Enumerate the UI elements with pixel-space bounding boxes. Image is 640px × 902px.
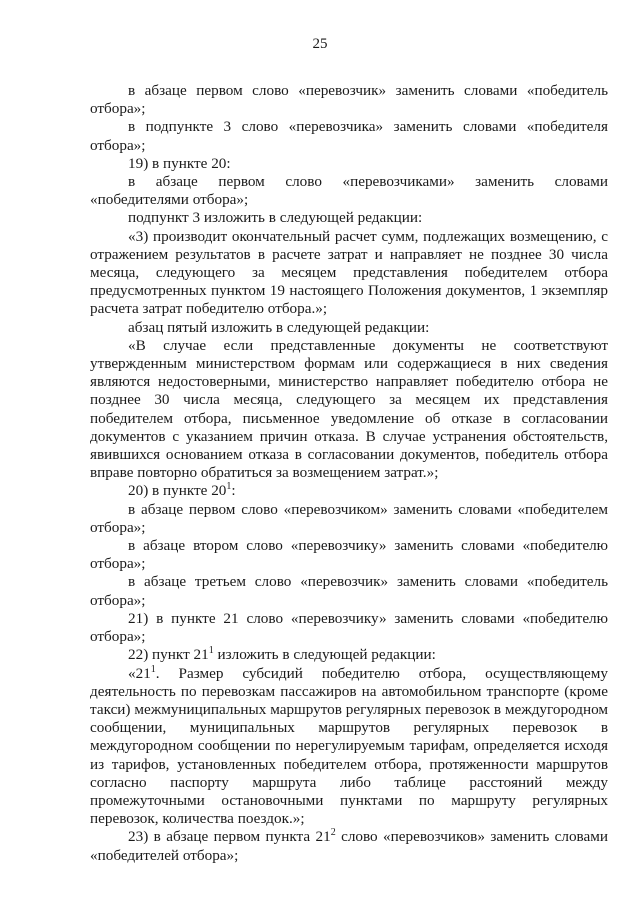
paragraph-text: в подпункте 3 слово «перевозчика» заменить словами «победителя отбора»; bbox=[90, 118, 608, 154]
document-paragraph bbox=[90, 610, 608, 646]
superscript-index: 1 bbox=[150, 663, 156, 675]
paragraph-text: подпункт 3 изложить в следующей редакции: bbox=[128, 209, 423, 227]
document-paragraph bbox=[90, 118, 608, 154]
document-paragraph bbox=[90, 319, 608, 337]
paragraph-text: «В случае если представленные документы не соответствуют утвержденным министерством формам или содержащиеся в них сведения являются недостоверными, министерство направляет победителю отбора не позднее 30 числа месяца, следующего за месяцем их представления победителем отбора, письменное уведомление об отказе в согласовании документов с указанием причин отказа. В случае устранения обстоятельств, явившихся основанием отказа в согласовании документов, победитель отбора вправе повторно обратиться за возмещением затрат.»; bbox=[90, 336, 608, 482]
document-paragraph bbox=[90, 501, 608, 537]
document-paragraph bbox=[90, 482, 608, 500]
document-paragraph bbox=[90, 537, 608, 573]
superscript-index: 2 bbox=[330, 827, 336, 839]
document-paragraph bbox=[90, 155, 608, 173]
paragraph-text: 21) в пункте 21 слово «перевозчику» заменить словами «победителю отбора»; bbox=[90, 609, 608, 646]
document-paragraph bbox=[90, 228, 608, 319]
paragraph-text: абзац пятый изложить в следующей редакции: bbox=[128, 318, 430, 336]
paragraph-text: слово «перевозчиков» заменить словами «победителей отбора»; bbox=[90, 828, 608, 864]
document-paragraph bbox=[90, 665, 608, 829]
document-paragraph bbox=[90, 82, 608, 118]
document-paragraph bbox=[90, 646, 608, 664]
paragraph-text: в абзаце втором слово «перевозчику» заменить словами «победителю отбора»; bbox=[90, 537, 608, 573]
document-paragraph bbox=[90, 337, 608, 483]
document-paragraph bbox=[90, 209, 608, 227]
paragraph-text: «3) производит окончательный расчет сумм, подлежащих возмещению, с отражением результатов в расчете затрат и направляет не позднее 30 числа месяца, следующего за месяцем представления победителем отбора предусмотренных пунктом 19 настоящего Положения документов, 1 экземпляр расчета затрат победителю отбора.»; bbox=[90, 227, 608, 318]
paragraph-text: изложить в следующей редакции: bbox=[213, 646, 436, 664]
paragraph-text: . Размер субсидий победителю отбора, осуществляющему деятельность по перевозкам пассажиров на автомобильном транспорте (кроме такси) межмуниципальных маршрутов регулярных перевозок в междугородном сообщении, муниципальных маршрутов регулярных перевозок в междугородном сообщении по нерегулируемым тарифам, определяется исходя из тарифов, установленных победителем отбора, протяженности маршрутов согласно паспорту маршрута либо таблице расстояний между промежуточными остановочными пунктами по маршруту регулярных перевозок, количества поездок.»; bbox=[90, 664, 608, 828]
document-paragraph bbox=[90, 828, 608, 864]
paragraph-text: 19) в пункте 20: bbox=[128, 154, 231, 172]
superscript-index: 1 bbox=[208, 645, 214, 657]
superscript-index: 1 bbox=[226, 481, 232, 493]
paragraph-text: 20) в пункте 20 bbox=[128, 482, 227, 500]
paragraph-text: : bbox=[231, 482, 236, 500]
document-paragraph bbox=[90, 573, 608, 609]
paragraph-text: в абзаце первом слово «перевозчик» заменить словами «победитель отбора»; bbox=[90, 82, 608, 118]
page-number: 25 bbox=[312, 36, 328, 52]
paragraph-text: в абзаце первом слово «перевозчиками» заменить словами «победителями отбора»; bbox=[90, 173, 608, 209]
document-paragraph bbox=[90, 173, 608, 209]
paragraph-text: в абзаце первом слово «перевозчиком» заменить словами «победителем отбора»; bbox=[90, 500, 608, 536]
paragraph-text: «21 bbox=[128, 664, 151, 682]
paragraph-text: 23) в абзаце первом пункта 21 bbox=[128, 828, 331, 846]
paragraph-text: 22) пункт 21 bbox=[128, 646, 209, 664]
paragraph-text: в абзаце третьем слово «перевозчик» заменить словами «победитель отбора»; bbox=[90, 573, 608, 609]
document-body bbox=[90, 82, 608, 865]
